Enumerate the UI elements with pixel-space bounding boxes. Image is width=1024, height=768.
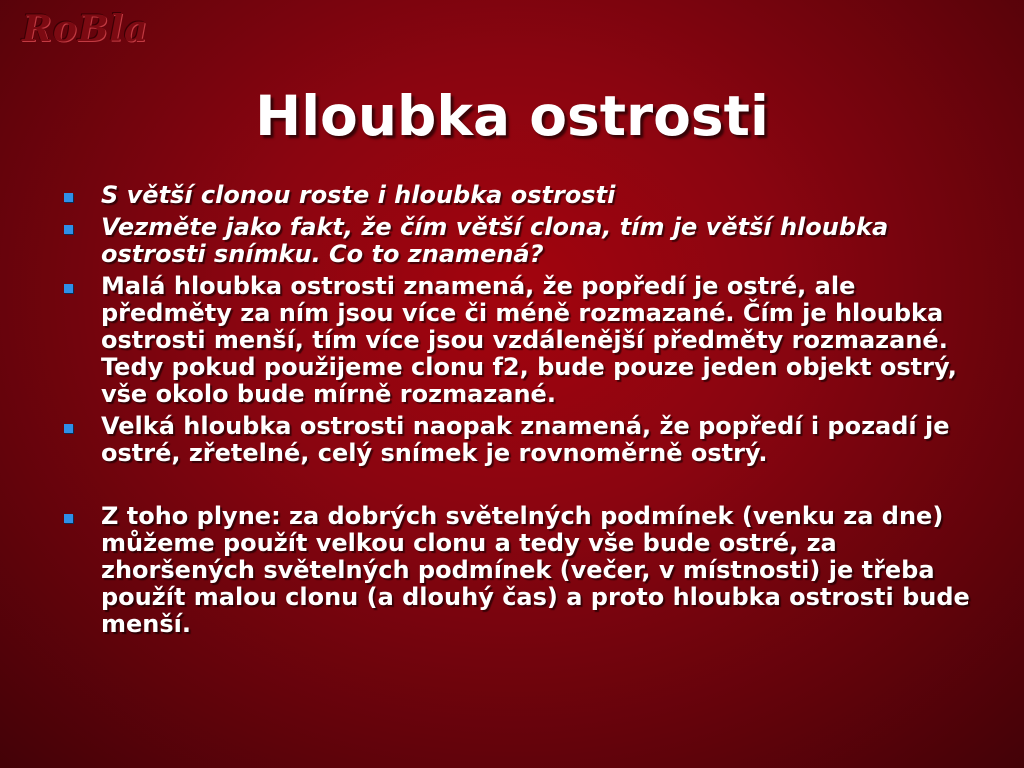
square-bullet-icon: [64, 514, 73, 523]
bullet-text: Malá hloubka ostrosti znamená, že popředí je ostré, ale předměty za ním jsou více či méně rozmazané. Čím je hloubka ostrosti menší, tím více jsou vzdálenější předměty rozmazané. Tedy pokud použijeme clonu f2, bude pouze jeden objekt ostrý, vše okolo bude mírně rozmazané.: [101, 272, 957, 408]
square-bullet-icon: [64, 225, 73, 234]
bullet-text: Vezměte jako fakt, že čím větší clona, tím je větší hloubka ostrosti snímku. Co to znamená?: [101, 213, 889, 268]
bullet-item: [64, 214, 974, 268]
square-bullet-icon: [64, 193, 73, 202]
bullet-list: [64, 182, 974, 643]
bullet-text: S větší clonou roste i hloubka ostrosti: [101, 181, 616, 209]
bullet-item: [64, 273, 974, 408]
square-bullet-icon: [64, 424, 73, 433]
slide-title: Hloubka ostrosti: [255, 84, 769, 148]
bullet-item: [64, 413, 974, 467]
bullet-text: Z toho plyne: za dobrých světelných podmínek (venku za dne) můžeme použít velkou clonu a tedy vše bude ostré, za zhoršených světelných podmínek (večer, v místnosti) je třeba použít malou clonu (a dlouhý čas) a proto hloubka ostrosti bude menší.: [101, 502, 970, 638]
bullet-item: [64, 182, 974, 209]
bullet-text: Velká hloubka ostrosti naopak znamená, že popředí i pozadí je ostré, zřetelné, celý snímek je rovnoměrně ostrý.: [101, 412, 950, 467]
bullet-item: [64, 503, 974, 638]
square-bullet-icon: [64, 284, 73, 293]
robla-logo: RoBla: [22, 8, 149, 50]
